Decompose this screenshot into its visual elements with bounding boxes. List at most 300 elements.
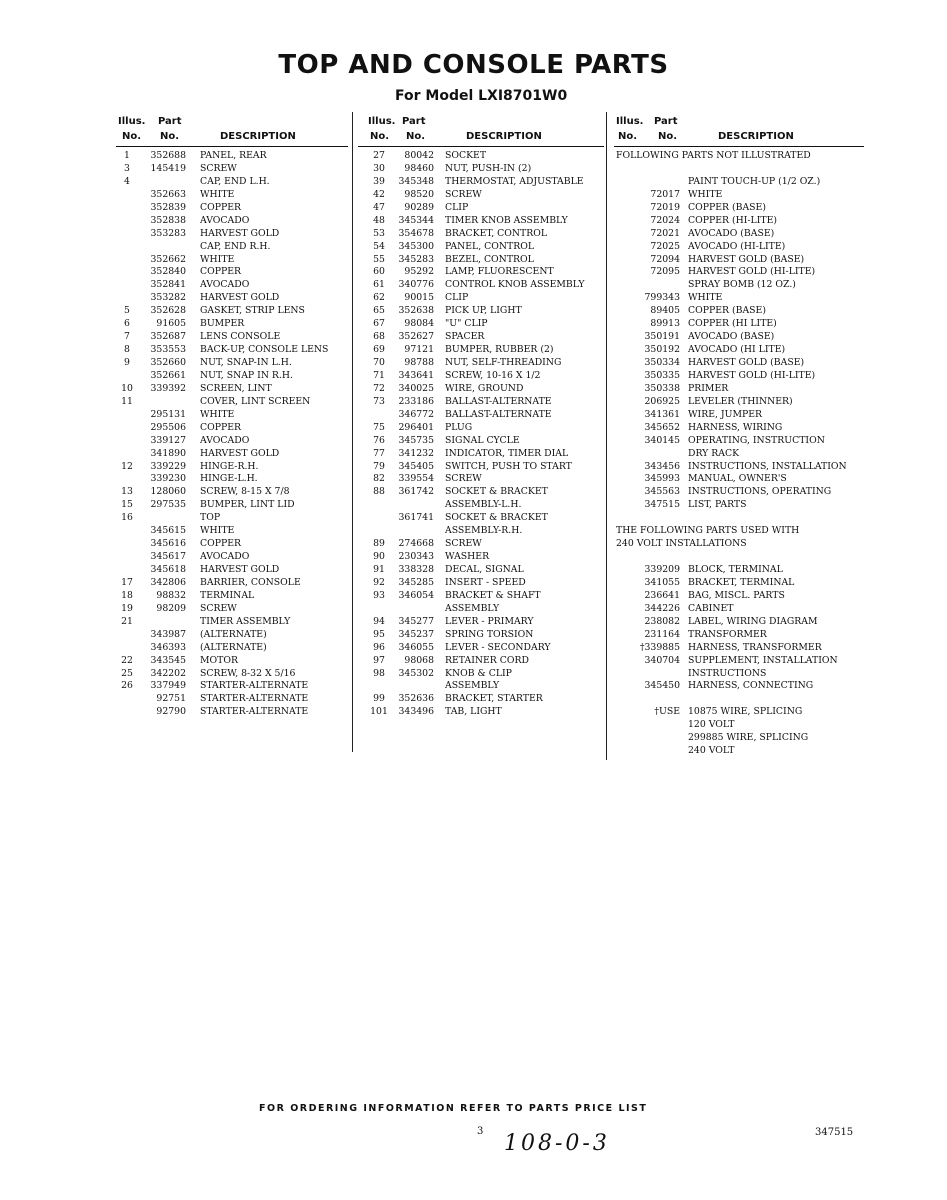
parts-column-3	[614, 116, 864, 758]
part-row	[358, 370, 604, 383]
part-number: 361741	[398, 512, 434, 524]
part-row	[116, 254, 348, 267]
part-row	[614, 241, 864, 254]
part-row	[614, 331, 864, 344]
part-number: 343987	[150, 628, 186, 640]
part-row	[614, 370, 864, 383]
part-row	[358, 150, 604, 163]
part-number: 339209	[644, 564, 680, 575]
illus-number: 12	[121, 460, 133, 472]
part-description: "U" CLIP	[445, 318, 488, 330]
part-row	[614, 344, 864, 357]
part-row	[358, 706, 604, 719]
part-row	[358, 241, 604, 254]
part-description: BALLAST-ALTERNATE	[445, 408, 552, 420]
part-number: 128060	[150, 486, 186, 498]
part-row	[116, 266, 348, 279]
part-description: BACK-UP, CONSOLE LENS	[200, 344, 329, 356]
part-number: 72025	[650, 240, 680, 252]
part-row	[116, 486, 348, 499]
part-row	[614, 616, 864, 629]
part-row	[358, 305, 604, 318]
part-description: PRIMER	[688, 382, 729, 394]
part-row	[358, 163, 604, 176]
part-description: BUMPER, LINT LID	[200, 499, 295, 511]
part-number: 230343	[398, 551, 434, 563]
part-number: 340776	[398, 279, 434, 291]
part-row	[358, 266, 604, 279]
column-divider	[352, 112, 353, 752]
part-description: (ALTERNATE)	[200, 628, 267, 640]
part-row	[358, 189, 604, 202]
part-number: 338328	[398, 564, 434, 575]
part-number: 339230	[150, 473, 186, 485]
part-description: 299885 WIRE, SPLICING	[688, 732, 809, 744]
description-header: DESCRIPTION	[718, 131, 794, 142]
part-row	[614, 279, 864, 292]
illus-number: 30	[373, 162, 385, 174]
part-row	[358, 344, 604, 357]
part-row	[358, 318, 604, 331]
part-description: BRACKET, TERMINAL	[688, 576, 795, 588]
part-number: 89913	[650, 318, 680, 330]
part-row	[358, 228, 604, 241]
part-row	[116, 461, 348, 474]
illus-number: 13	[121, 486, 133, 498]
part-description: SCREW, 8-15 X 7/8	[200, 486, 290, 498]
part-description: LIST, PARTS	[688, 499, 747, 511]
part-number: 95292	[404, 266, 434, 278]
part-number: 345405	[398, 460, 434, 472]
column-divider	[606, 112, 607, 760]
illus-number: 77	[373, 447, 385, 459]
part-description: TIMER KNOB ASSEMBLY	[445, 214, 568, 226]
part-number: 340704	[644, 654, 680, 666]
part-number: 352688	[150, 150, 186, 161]
part-number: 345450	[644, 680, 680, 692]
part-description: CAP, END R.H.	[200, 240, 271, 252]
part-row	[358, 461, 604, 474]
part-number: 89405	[650, 305, 680, 317]
illus-number: 76	[373, 434, 385, 446]
part-number: 345616	[150, 538, 186, 550]
part-description: CLIP	[445, 201, 469, 213]
part-description: WIRE, JUMPER	[688, 408, 763, 420]
part-row	[116, 396, 348, 409]
illus-no-header: No.	[122, 131, 142, 142]
part-row	[116, 525, 348, 538]
part-number: 361742	[398, 486, 434, 498]
part-description: NUT, SNAP-IN L.H.	[200, 357, 292, 368]
part-row	[614, 577, 864, 590]
part-row	[358, 655, 604, 668]
part-description: PANEL, REAR	[200, 150, 267, 161]
part-description: NUT, SNAP IN R.H.	[200, 369, 293, 381]
part-description: ASSEMBLY-R.H.	[445, 525, 523, 537]
part-number: 297535	[150, 499, 186, 511]
part-number: 353283	[150, 227, 186, 239]
part-row	[358, 512, 604, 525]
part-description: WHITE	[688, 188, 723, 200]
part-row	[614, 680, 864, 693]
part-number: 352627	[398, 331, 434, 343]
illus-number: 5	[124, 305, 130, 317]
part-description: NUT, PUSH-IN (2)	[445, 162, 532, 174]
illus-number: 75	[373, 421, 385, 433]
note-text: THE FOLLOWING PARTS USED WITH	[616, 525, 800, 537]
part-row	[614, 396, 864, 409]
part-row	[116, 551, 348, 564]
part-number: 345237	[398, 628, 434, 640]
part-description: BUMPER	[200, 318, 245, 330]
part-row	[358, 448, 604, 461]
part-row	[614, 409, 864, 422]
part-no-header: No.	[658, 131, 678, 142]
part-description: SCREW, 8-32 X 5/16	[200, 667, 296, 679]
part-row	[358, 396, 604, 409]
illus-number: 26	[121, 680, 133, 692]
illus-number: 17	[121, 576, 133, 588]
part-number: 72094	[650, 253, 680, 265]
illus-number: 99	[373, 693, 385, 705]
part-description: HINGE-R.H.	[200, 460, 259, 472]
description-header: DESCRIPTION	[220, 131, 296, 142]
part-row	[358, 215, 604, 228]
part-description: 10875 WIRE, SPLICING	[688, 706, 803, 718]
part-number: †339885	[639, 641, 680, 653]
part-number: 345563	[644, 486, 680, 498]
part-description: CAP, END L.H.	[200, 175, 270, 187]
part-number: 345348	[398, 175, 434, 187]
section-note	[614, 525, 864, 538]
part-number: 295506	[150, 421, 186, 433]
illus-number: 15	[121, 499, 133, 511]
part-number: 354678	[398, 227, 434, 239]
spacer-row	[614, 163, 864, 176]
part-description: HARVEST GOLD	[200, 447, 280, 459]
part-number: 799343	[644, 292, 680, 304]
part-number: 352662	[150, 253, 186, 265]
illus-no-header: No.	[370, 131, 390, 142]
part-description: INSTRUCTIONS, OPERATING	[688, 486, 832, 498]
illus-number: 10	[121, 382, 133, 394]
part-row	[614, 254, 864, 267]
part-description: SPACER	[445, 331, 485, 343]
part-row	[614, 642, 864, 655]
part-description: INSERT - SPEED	[445, 576, 526, 588]
part-row	[116, 538, 348, 551]
part-description: INDICATOR, TIMER DIAL	[445, 447, 569, 459]
part-row	[116, 409, 348, 422]
part-description: COPPER (HI LITE)	[688, 318, 777, 330]
part-description: STARTER-ALTERNATE	[200, 693, 309, 705]
part-number: 343456	[644, 460, 680, 472]
part-number: 352663	[150, 188, 186, 200]
part-number: 347515	[644, 499, 680, 511]
part-number: 345277	[398, 615, 434, 627]
illus-number: 73	[373, 395, 385, 407]
part-number: 337949	[150, 680, 186, 692]
part-row	[116, 189, 348, 202]
part-description: MANUAL, OWNER'S	[688, 473, 787, 485]
part-row	[358, 564, 604, 577]
part-row	[116, 435, 348, 448]
illus-number: 101	[370, 706, 388, 718]
part-description: BUMPER, RUBBER (2)	[445, 344, 554, 356]
part-row	[116, 370, 348, 383]
part-row	[116, 163, 348, 176]
part-description: STARTER-ALTERNATE	[200, 680, 309, 692]
part-description: HINGE-L.H.	[200, 473, 258, 485]
illus-number: 54	[373, 240, 385, 252]
part-number: 98788	[404, 357, 434, 368]
part-row	[358, 590, 604, 603]
part-number: 346055	[398, 641, 434, 653]
part-number: 343545	[150, 654, 186, 666]
illus-number: 89	[373, 538, 385, 550]
part-number: 274668	[398, 538, 434, 550]
part-number: 353282	[150, 292, 186, 304]
part-description: HARVEST GOLD (BASE)	[688, 357, 805, 368]
part-row	[116, 616, 348, 629]
part-row	[614, 499, 864, 512]
column-header	[116, 116, 348, 147]
part-number: 345344	[398, 214, 434, 226]
part-description: (ALTERNATE)	[200, 641, 267, 653]
part-number: 350334	[644, 357, 680, 368]
part-number: 341232	[398, 447, 434, 459]
part-row	[358, 176, 604, 189]
part-description: SCREW, 10-16 X 1/2	[445, 369, 541, 381]
part-description: BLOCK, TERMINAL	[688, 564, 783, 575]
part-description: LABEL, WIRING DIAGRAM	[688, 615, 818, 627]
part-number: 341361	[644, 408, 680, 420]
part-row	[614, 292, 864, 305]
part-number: 98460	[404, 162, 434, 174]
part-description: PANEL, CONTROL	[445, 240, 534, 252]
part-number: 346054	[398, 589, 434, 601]
parts-column-2	[358, 116, 604, 719]
part-number: 352838	[150, 214, 186, 226]
part-row	[116, 344, 348, 357]
part-number: 339554	[398, 473, 434, 485]
part-description: HARNESS, TRANSFORMER	[688, 641, 822, 653]
column-header	[358, 116, 604, 147]
part-description: AVOCADO (BASE)	[688, 227, 775, 239]
part-description: AVOCADO	[200, 551, 250, 563]
part-number: 339392	[150, 382, 186, 394]
illus-number: 92	[373, 576, 385, 588]
part-row	[116, 241, 348, 254]
part-row	[358, 202, 604, 215]
illus-number: 22	[121, 654, 133, 666]
illus-number: 79	[373, 460, 385, 472]
part-row	[358, 577, 604, 590]
part-number: 90289	[404, 201, 434, 213]
part-number: 295131	[150, 408, 186, 420]
part-row	[358, 693, 604, 706]
part-row	[614, 215, 864, 228]
part-description: NUT, SELF-THREADING	[445, 357, 562, 368]
illus-number: 18	[121, 589, 133, 601]
part-row	[358, 292, 604, 305]
part-description: ASSEMBLY	[445, 680, 500, 692]
part-row	[358, 473, 604, 486]
illus-header: Illus.	[368, 116, 396, 127]
illus-number: 67	[373, 318, 385, 330]
part-number: 352841	[150, 279, 186, 291]
part-row	[358, 629, 604, 642]
part-description: AVOCADO	[200, 214, 250, 226]
part-row	[614, 318, 864, 331]
illus-number: 8	[124, 344, 130, 356]
part-number: 345302	[398, 667, 434, 679]
part-header: Part	[158, 116, 182, 127]
part-number: 72095	[650, 266, 680, 278]
column-header	[614, 116, 864, 147]
part-description: TOP	[200, 512, 221, 524]
part-row	[358, 551, 604, 564]
part-row	[358, 383, 604, 396]
illus-number: 7	[124, 331, 130, 343]
part-number: 352638	[398, 305, 434, 317]
part-number: 340025	[398, 382, 434, 394]
part-row	[358, 603, 604, 616]
illus-number: 71	[373, 369, 385, 381]
part-row	[614, 629, 864, 642]
part-description: LEVELER (THINNER)	[688, 395, 793, 407]
part-number: 238082	[644, 615, 680, 627]
illus-number: 68	[373, 331, 385, 343]
parts-column-1	[116, 116, 348, 719]
part-description: WHITE	[688, 292, 723, 304]
part-row	[116, 331, 348, 344]
part-description: BRACKET & SHAFT	[445, 589, 541, 601]
part-header: Part	[654, 116, 678, 127]
part-row	[614, 655, 864, 668]
part-number: 343496	[398, 706, 434, 718]
part-row	[358, 279, 604, 292]
illus-number: 62	[373, 292, 385, 304]
part-number: 341055	[644, 576, 680, 588]
part-row	[614, 745, 864, 758]
ordering-info-footer: FOR ORDERING INFORMATION REFER TO PARTS PRICE LIST	[259, 1103, 648, 1114]
part-description: AVOCADO (HI-LITE)	[688, 240, 786, 252]
part-number: 206925	[644, 395, 680, 407]
part-number: 97121	[404, 344, 434, 356]
part-description: COPPER (BASE)	[688, 201, 766, 213]
part-description: BALLAST-ALTERNATE	[445, 395, 552, 407]
part-row	[116, 176, 348, 189]
part-number: 352687	[150, 331, 186, 343]
part-row	[116, 512, 348, 525]
part-description: HARVEST GOLD	[200, 292, 280, 304]
part-description: CLIP	[445, 292, 469, 304]
part-description: COPPER	[200, 421, 242, 433]
part-description: SCREW	[445, 538, 482, 550]
part-description: KNOB & CLIP	[445, 667, 512, 679]
document-number: 347515	[815, 1127, 854, 1138]
illus-number: 88	[373, 486, 385, 498]
part-number: 296401	[398, 421, 434, 433]
part-description: SWITCH, PUSH TO START	[445, 460, 572, 472]
illus-number: 94	[373, 615, 385, 627]
illus-number: 95	[373, 628, 385, 640]
illus-number: 69	[373, 344, 385, 356]
part-description: INSTRUCTIONS, INSTALLATION	[688, 460, 847, 472]
part-description: LEVER - SECONDARY	[445, 641, 551, 653]
part-row	[116, 577, 348, 590]
part-number: 340145	[644, 434, 680, 446]
part-number: 341890	[150, 447, 186, 459]
spacer-row	[614, 693, 864, 706]
part-description: SOCKET & BRACKET	[445, 512, 548, 524]
part-description: AVOCADO (HI LITE)	[688, 344, 786, 356]
part-row	[358, 422, 604, 435]
part-row	[614, 202, 864, 215]
illus-number: 70	[373, 357, 385, 368]
part-number: 339127	[150, 434, 186, 446]
illus-number: 25	[121, 667, 133, 679]
part-row	[116, 473, 348, 486]
illus-number: 3	[124, 162, 130, 174]
part-description: SUPPLEMENT, INSTALLATION	[688, 654, 838, 666]
part-description: RETAINER CORD	[445, 654, 529, 666]
part-row	[116, 228, 348, 241]
part-description: WHITE	[200, 253, 235, 265]
part-number: 72019	[650, 201, 680, 213]
part-description: TAB, LIGHT	[445, 706, 502, 718]
part-row	[614, 305, 864, 318]
part-number: 345300	[398, 240, 434, 252]
part-row	[614, 564, 864, 577]
section-note	[614, 538, 864, 551]
part-description: SCREW	[200, 602, 237, 614]
illus-number: 61	[373, 279, 385, 291]
part-description: HARVEST GOLD (HI-LITE)	[688, 266, 816, 278]
part-description: COPPER (HI-LITE)	[688, 214, 777, 226]
spacer-row	[614, 551, 864, 564]
part-row	[614, 603, 864, 616]
part-row	[614, 228, 864, 241]
part-description: CABINET	[688, 602, 734, 614]
part-description: WASHER	[445, 551, 490, 563]
part-number: 350191	[644, 331, 680, 343]
part-number: 92790	[156, 706, 186, 718]
part-number: 233186	[398, 395, 434, 407]
part-number: 98084	[404, 318, 434, 330]
part-description: SPRING TORSION	[445, 628, 534, 640]
part-number: 90015	[404, 292, 434, 304]
section-note	[614, 150, 864, 163]
part-row	[358, 331, 604, 344]
part-number: 352660	[150, 357, 186, 368]
illus-number: 72	[373, 382, 385, 394]
model-subtitle: For Model LXI8701W0	[395, 88, 568, 104]
illus-number: 96	[373, 641, 385, 653]
part-row	[116, 383, 348, 396]
part-number: 345618	[150, 564, 186, 575]
part-row	[614, 461, 864, 474]
part-row	[116, 279, 348, 292]
illus-number: 48	[373, 214, 385, 226]
part-description: LENS CONSOLE	[200, 331, 281, 343]
part-description: COVER, LINT SCREEN	[200, 395, 311, 407]
part-row	[358, 680, 604, 693]
part-row	[116, 642, 348, 655]
part-row	[358, 254, 604, 267]
part-description: LAMP, FLUORESCENT	[445, 266, 554, 278]
